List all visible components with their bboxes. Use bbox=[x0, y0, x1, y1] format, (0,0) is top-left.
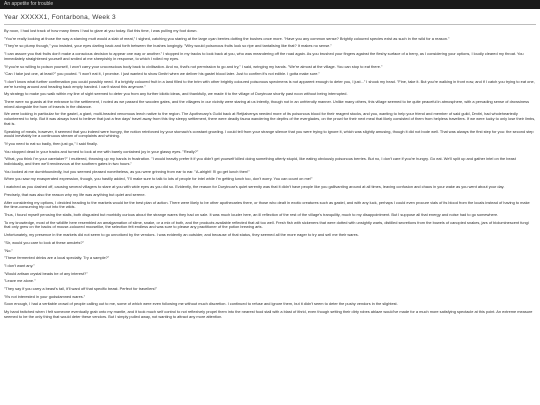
story-paragraph: After considering my options, I decided heading to the markets would be the best plan of action. There were likely to be other apothecaries there, or those who dealt in exotic creatures such as gastel, and with any luck, perhaps I could even procure vials of its blood from the locals instead of having to make the time-consuming trip out into the wilds. bbox=[4, 199, 530, 210]
story-page bbox=[0, 9, 540, 320]
story-paragraph: "You're really looking at those the way a starving mutt would a slab of meat," I sighed, catching you staring at the large cyan berries dotting the bushes once more. "Have you any common sense? Brightly coloured species exist as such in the wild for a reason." bbox=[4, 35, 450, 41]
top-banner bbox=[0, 0, 540, 9]
title-divider bbox=[4, 24, 536, 25]
story-paragraph: "They say if you carry a beast's tail, it'll ward off that specific beast. Perfect for travellers!" bbox=[4, 286, 157, 292]
story-paragraph: "I don't know what further confirmation you could possibly need. If a brightly coloured fruit in a land filled to the brim with other brightly coloured poisonous specimens is not apparent enough to deter you, I just..." I shook my head. "Fine, take it. But you're walking in front now, and if I catch you trying to eat one, we're turning around and heading back empty handed. I can't stand this anymore." bbox=[4, 78, 535, 89]
story-paragraph: "If you need to eat so badly, then just go," I said finally. bbox=[4, 140, 98, 146]
story-paragraph: My hand twitched when I felt someone eventually grab onto my mantle, and it took much self control to not reflexively propel them into the nearest food stall with a blast of ithrid, even though setting their dirty robes ablaze would've made for a much more satisfying spectacle at this point. An extreme measure seemed to be the only thing that would deter these vendors. But I simply pulled away, not wanting to attract any more attention. bbox=[4, 309, 533, 319]
story-paragraph: We were looking in particular for the gastel, a giant, multi-headed venomous leech native to the region. The Apothecary's Guild back at Retjialvenya needed more of its poisonous blood for their reagent stocks, and you, wanting to help your friend and member of said guild, Dmitri, had wholeheartedly volunteered to help. But it was always hard to believe that just a few days' travel away from this tiny sleepy settlement, there were deadly fauna wandering the depths of the everglades, on the prowl for their next meal that likely consisted of them from helpless travellers. If we were lucky to only lose their limbs, that is. bbox=[4, 111, 536, 126]
story-paragraph: When you saw my exasperated expression, though, you hastily added, "I'll make sure to talk to lots of people for intel while I'm getting lunch too, don't worry. You can count on me!" bbox=[4, 176, 313, 182]
story-paragraph: "Would artisan crystal beads be of any interest?" bbox=[4, 270, 88, 276]
story-paragraph: You looked at me dumbfoundedly, but you seemed pleased nonetheless, as you were grinning from ear to ear. "A-alright! I'll go get lunch then!" bbox=[4, 168, 250, 174]
story-paragraph: "Can I take just one, at least?" you pouted. "I won't eat it, I promise. I just wanted to show Dmitri when we deliver his gastel blood later. Just to confirm it's not edible. I gotta make sure." bbox=[4, 71, 320, 77]
story-paragraph: "It's not interested in your godsdamned wares." bbox=[4, 293, 86, 299]
story-paragraph: There were no guards at the entrance to the settlement, I noted as we passed the wooden gates, and the villagers in our vicinity were staring at us intently, though not in an unfriendly manner. Unlike many others, this village seemed to be quite peaceful in atmosphere, with a pervading sense of drowsiness mixed alongside the hum of insects in the distance. bbox=[4, 99, 530, 109]
story-paragraph: "Leave me alone." bbox=[4, 278, 36, 284]
story-paragraph: "These fermented drinks are a local specialty. Try a sample?" bbox=[4, 255, 110, 261]
story-paragraph: By noon, I had lost track of how many times I had to glare at you today. But this time, I was pulling my foot down. bbox=[4, 28, 198, 33]
story-paragraph: Precisely, that was also the reason why my life was anything but quiet and serene. bbox=[4, 191, 146, 197]
banner-title: An appetite for trouble bbox=[4, 1, 54, 7]
story-paragraph: You stopped dead in your tracks and turned to look at me with barely contained joy in your glassy eyes. "Really?" bbox=[4, 148, 199, 154]
story-paragraph: Soon enough, I had a veritable crowd of people calling out to me, some of which were even following me without much discretion. I continued to refuse and ignore them, but it didn't seem to deter the pushy vendors in the slightest. bbox=[4, 301, 398, 307]
story-paragraph: I watched as you dashed off, causing several villagers to stare at you with wide eyes as you did so. Evidently, the reason for Durytnoar's quiet serenity was that it didn't have people like you gallivanting around at all times, leaving confusion and chaos in your wake as you went about your day. bbox=[4, 184, 505, 190]
story-paragraph: "Sir, would you care to look at these amulets?" bbox=[4, 239, 84, 245]
story-paragraph: Unfortunately, my presence in the markets did not seem to go unnoticed by the vendors. I was evidently an outsider, and because of that status, they seemed all the more eager to try and sell me their wares. bbox=[4, 232, 359, 238]
story-paragraph: My strategy to make you walk within my line of sight seemed to deter you from any further idiotic ideas, and thankfully, we made it to the village of Durytnoar shortly past noon without being interrupted. bbox=[4, 91, 348, 97]
chapter-title: Year XXXXX1, Fontarbona, Week 3 bbox=[4, 14, 116, 21]
story-paragraph: Speaking of meals, however, it seemed that you indeed were hungry, the notion reinforced by your stomach's constant growling. I could tell from your strange silence that you were trying to ignore it, which was slightly amusing, though it did not bode well. That was always the first step for you: the second step would inevitably be a continuous stream of complaints and whining. bbox=[4, 128, 534, 139]
story-paragraph: "What, you think I'm your caretaker?" I muttered, throwing up my hands in frustration. "I would heavily prefer it if you didn't get yourself killed doing something utterly stupid, like eating obviously poisonous berries. But no, I don't care if you're hungry. Go eat. We'll split up and gather intel on the beast individually, and then we'll rendezvous at the southern gates in two hours." bbox=[4, 156, 516, 167]
story-paragraph: "No." bbox=[4, 247, 13, 253]
story-paragraph: Thus, I found myself perusing the stalls, both disgusted but morbidly curious about the strange wares they had on sale. It was much louder here, an ill reflection of the rest of the village's tranquility, much to my disappointment. But I suppose all that energy and noise had to go somewhere. bbox=[4, 211, 499, 217]
story-paragraph: "They're so plump though," you insisted, your eyes darting back and forth between the bushes longingly. "Why would poisonous fruits look so ripe and tantalising like that? It makes no sense." bbox=[4, 43, 332, 49]
story-body bbox=[4, 29, 536, 320]
story-paragraph: "If you're so willing to poison yourself, I won't carry your unconscious body back to civilisation. And no, that's not permission to go and try," I said, wringing my hands. "We're almost at the village. You can stop to eat there." bbox=[4, 63, 383, 69]
story-paragraph: To my knowledge, most of the wildlife here resembled an amalgamation of slime, snake, or a mix of both, and the products available reflected that all too well. Fresh fish with sickeners that were dotted with unsightly warts, distilled secretions from the bowels of canopied snakes, jars of bioluminescent fungi that only grew on the backs of mouse-coloured mooselike, the selection felt endless and was sure to please any practitioner of the potion brewing arts. bbox=[4, 219, 529, 230]
story-paragraph: "I can assure you that fruits don't make a conscious decision to appear one way or another." I stopped in my tracks to look back at you, who was meandering off the road again. As you brushed your fingers against the fleshy surface of a berry, as I considering your options, I loudly cleared my throat. You immediately straightened yourself and smiled at me sheepishly in response, to which I rolled my eyes. bbox=[4, 51, 524, 61]
story-paragraph: "I don't want any." bbox=[4, 262, 35, 268]
